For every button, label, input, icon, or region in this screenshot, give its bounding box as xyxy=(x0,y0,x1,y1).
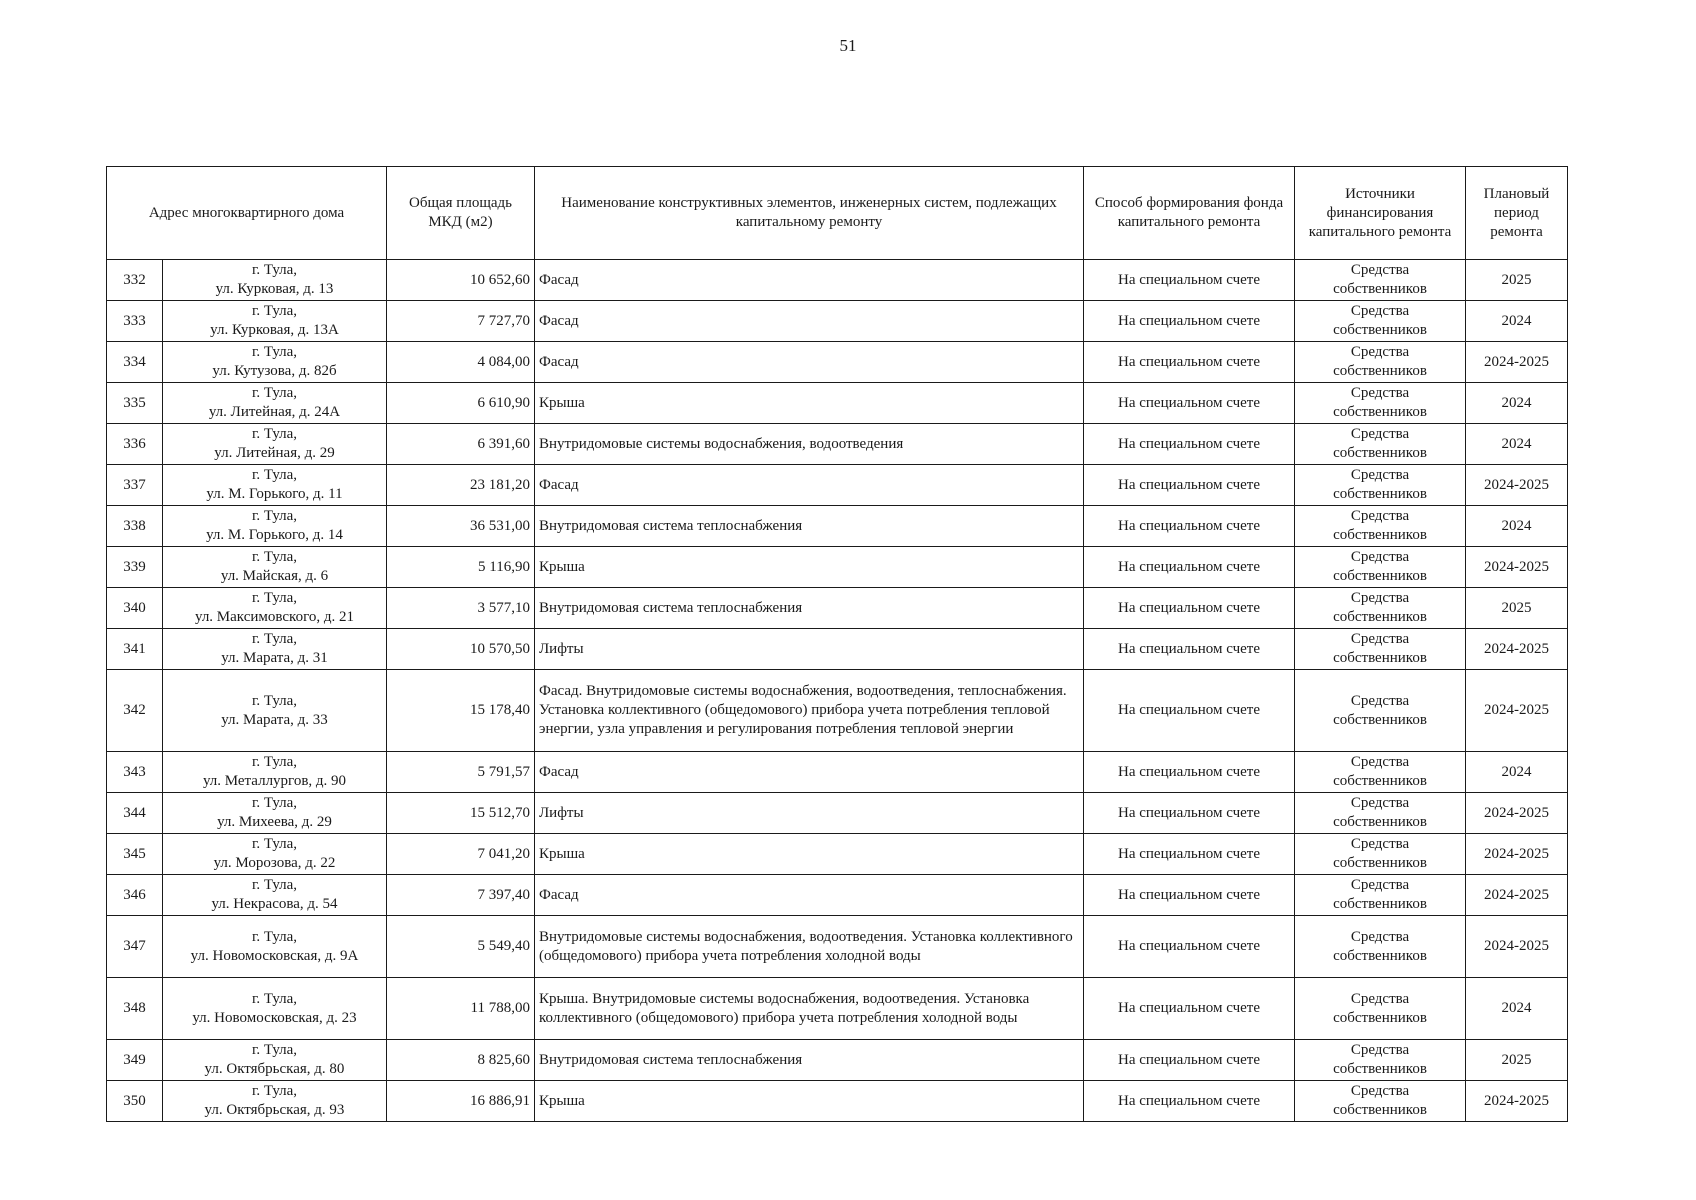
funding-source xyxy=(1295,670,1466,752)
page-number: 51 xyxy=(839,36,857,55)
fund-method: На специальном счете xyxy=(1084,301,1295,342)
funding-source xyxy=(1295,916,1466,978)
funding-source-line2: собственников xyxy=(1333,947,1427,964)
header-area: Общая площадь МКД (м2) xyxy=(387,167,535,260)
house-address xyxy=(163,875,387,916)
row-number: 347 xyxy=(107,916,163,978)
total-area: 11 788,00 xyxy=(387,978,535,1040)
house-address xyxy=(163,916,387,978)
funding-source-line1: Средства xyxy=(1350,692,1410,709)
funding-source xyxy=(1295,301,1466,342)
header-address: Адрес многоквартирного дома xyxy=(107,167,387,260)
header-period: Плановый период ремонта xyxy=(1466,167,1568,260)
row-number: 349 xyxy=(107,1040,163,1081)
fund-method: На специальном счете xyxy=(1084,793,1295,834)
repair-elements: Крыша xyxy=(535,383,1084,424)
address-street: ул. М. Горького, д. 14 xyxy=(206,527,343,543)
address-city: г. Тула, xyxy=(251,590,298,606)
house-address xyxy=(163,670,387,752)
funding-source xyxy=(1295,465,1466,506)
table-body xyxy=(107,260,1568,1122)
funding-source-line2: собственников xyxy=(1333,363,1427,379)
funding-source-line2: собственников xyxy=(1333,322,1427,338)
table-row xyxy=(107,547,1568,588)
funding-source xyxy=(1295,383,1466,424)
address-city: г. Тула, xyxy=(251,303,298,319)
address-city: г. Тула, xyxy=(251,990,298,1007)
house-address xyxy=(163,588,387,629)
fund-method: На специальном счете xyxy=(1084,629,1295,670)
total-area: 36 531,00 xyxy=(387,506,535,547)
address-city: г. Тула, xyxy=(251,1083,298,1099)
fund-method: На специальном счете xyxy=(1084,506,1295,547)
repair-elements: Фасад xyxy=(535,342,1084,383)
funding-source xyxy=(1295,978,1466,1040)
fund-method: На специальном счете xyxy=(1084,916,1295,978)
fund-method: На специальном счете xyxy=(1084,1040,1295,1081)
fund-method: На специальном счете xyxy=(1084,588,1295,629)
repair-table xyxy=(106,166,1568,1122)
funding-source-line2: собственников xyxy=(1333,855,1427,871)
total-area: 23 181,20 xyxy=(387,465,535,506)
address-city: г. Тула, xyxy=(251,631,298,647)
funding-source-line2: собственников xyxy=(1333,1061,1427,1077)
funding-source-line2: собственников xyxy=(1333,1009,1427,1026)
house-address xyxy=(163,1040,387,1081)
address-street: ул. Марата, д. 33 xyxy=(221,711,328,728)
total-area: 6 391,60 xyxy=(387,424,535,465)
address-street: ул. Литейная, д. 24А xyxy=(208,404,341,420)
house-address xyxy=(163,629,387,670)
table-row xyxy=(107,424,1568,465)
funding-source-line2: собственников xyxy=(1333,650,1427,666)
planned-period: 2024-2025 xyxy=(1466,793,1568,834)
house-address xyxy=(163,834,387,875)
header-source: Источники финансирования капитального ремонта xyxy=(1295,167,1466,260)
planned-period: 2024 xyxy=(1466,301,1568,342)
funding-source-line1: Средства xyxy=(1350,1083,1410,1099)
house-address xyxy=(163,547,387,588)
repair-elements: Внутридомовые системы водоснабжения, водоотведения xyxy=(535,424,1084,465)
planned-period: 2024 xyxy=(1466,978,1568,1040)
address-city: г. Тула, xyxy=(251,344,298,360)
row-number: 334 xyxy=(107,342,163,383)
table-row xyxy=(107,301,1568,342)
funding-source-line1: Средства xyxy=(1350,836,1410,852)
funding-source-line2: собственников xyxy=(1333,281,1427,297)
repair-elements: Внутридомовая система теплоснабжения xyxy=(535,506,1084,547)
funding-source-line2: собственников xyxy=(1333,814,1427,830)
total-area: 7 397,40 xyxy=(387,875,535,916)
planned-period: 2025 xyxy=(1466,260,1568,301)
total-area: 4 084,00 xyxy=(387,342,535,383)
funding-source-line1: Средства xyxy=(1350,795,1410,811)
address-city: г. Тула, xyxy=(251,549,298,565)
repair-elements: Фасад. Внутридомовые системы водоснабжения, водоотведения, теплоснабжения. Установка коллективного (общедомового) прибора учета потребления тепловой энергии, узла управления и регулирования потребления тепловой энергии xyxy=(535,670,1084,752)
table-row xyxy=(107,1081,1568,1122)
row-number: 345 xyxy=(107,834,163,875)
funding-source xyxy=(1295,834,1466,875)
funding-source-line2: собственников xyxy=(1333,486,1427,502)
address-city: г. Тула, xyxy=(251,928,298,945)
table-header xyxy=(107,167,1568,260)
planned-period: 2024-2025 xyxy=(1466,465,1568,506)
planned-period: 2024-2025 xyxy=(1466,670,1568,752)
funding-source-line2: собственников xyxy=(1333,445,1427,461)
funding-source-line1: Средства xyxy=(1350,990,1410,1007)
planned-period: 2024 xyxy=(1466,383,1568,424)
table-row xyxy=(107,978,1568,1040)
address-street: ул. Курковая, д. 13А xyxy=(210,322,339,338)
table-row xyxy=(107,1040,1568,1081)
fund-method: На специальном счете xyxy=(1084,670,1295,752)
funding-source-line1: Средства xyxy=(1350,508,1410,524)
table-row xyxy=(107,629,1568,670)
fund-method: На специальном счете xyxy=(1084,383,1295,424)
table-row xyxy=(107,670,1568,752)
planned-period: 2024 xyxy=(1466,752,1568,793)
address-city: г. Тула, xyxy=(251,754,298,770)
funding-source-line1: Средства xyxy=(1350,590,1410,606)
total-area: 15 178,40 xyxy=(387,670,535,752)
funding-source-line2: собственников xyxy=(1333,568,1427,584)
address-street: ул. Некрасова, д. 54 xyxy=(211,896,338,912)
address-city: г. Тула, xyxy=(251,1042,298,1058)
repair-elements: Внутридомовая система теплоснабжения xyxy=(535,1040,1084,1081)
planned-period: 2024 xyxy=(1466,424,1568,465)
row-number: 348 xyxy=(107,978,163,1040)
repair-elements: Фасад xyxy=(535,875,1084,916)
address-street: ул. Михеева, д. 29 xyxy=(217,814,332,830)
funding-source-line2: собственников xyxy=(1333,773,1427,789)
total-area: 7 727,70 xyxy=(387,301,535,342)
total-area: 10 570,50 xyxy=(387,629,535,670)
table-row xyxy=(107,260,1568,301)
funding-source-line1: Средства xyxy=(1350,549,1410,565)
row-number: 350 xyxy=(107,1081,163,1122)
repair-elements: Лифты xyxy=(535,629,1084,670)
funding-source xyxy=(1295,424,1466,465)
table-row xyxy=(107,916,1568,978)
repair-elements: Крыша xyxy=(535,834,1084,875)
row-number: 340 xyxy=(107,588,163,629)
planned-period: 2024-2025 xyxy=(1466,875,1568,916)
funding-source-line2: собственников xyxy=(1333,404,1427,420)
funding-source xyxy=(1295,506,1466,547)
address-street: ул. Майская, д. 6 xyxy=(220,568,329,584)
house-address xyxy=(163,383,387,424)
fund-method: На специальном счете xyxy=(1084,260,1295,301)
house-address xyxy=(163,506,387,547)
repair-elements: Крыша. Внутридомовые системы водоснабжения, водоотведения. Установка коллективного (общедомового) прибора учета потребления холодной воды xyxy=(535,978,1084,1040)
funding-source xyxy=(1295,875,1466,916)
table-row xyxy=(107,342,1568,383)
table-row xyxy=(107,383,1568,424)
planned-period: 2024-2025 xyxy=(1466,342,1568,383)
planned-period: 2024-2025 xyxy=(1466,834,1568,875)
address-city: г. Тула, xyxy=(251,836,298,852)
header-method: Способ формирования фонда капитального ремонта xyxy=(1084,167,1295,260)
funding-source-line2: собственников xyxy=(1333,527,1427,543)
funding-source xyxy=(1295,547,1466,588)
repair-elements: Фасад xyxy=(535,465,1084,506)
row-number: 341 xyxy=(107,629,163,670)
funding-source xyxy=(1295,752,1466,793)
row-number: 346 xyxy=(107,875,163,916)
repair-elements: Крыша xyxy=(535,1081,1084,1122)
table-row xyxy=(107,752,1568,793)
row-number: 339 xyxy=(107,547,163,588)
funding-source xyxy=(1295,260,1466,301)
address-city: г. Тула, xyxy=(251,467,298,483)
funding-source xyxy=(1295,588,1466,629)
total-area: 3 577,10 xyxy=(387,588,535,629)
total-area: 7 041,20 xyxy=(387,834,535,875)
row-number: 333 xyxy=(107,301,163,342)
address-city: г. Тула, xyxy=(251,426,298,442)
planned-period: 2025 xyxy=(1466,1040,1568,1081)
funding-source-line1: Средства xyxy=(1350,1042,1410,1058)
funding-source-line1: Средства xyxy=(1350,262,1410,278)
repair-elements: Фасад xyxy=(535,301,1084,342)
funding-source-line1: Средства xyxy=(1350,754,1410,770)
planned-period: 2024-2025 xyxy=(1466,916,1568,978)
row-number: 342 xyxy=(107,670,163,752)
funding-source-line1: Средства xyxy=(1350,344,1410,360)
repair-elements: Внутридомовые системы водоснабжения, водоотведения. Установка коллективного (общедомового) прибора учета потребления холодной воды xyxy=(535,916,1084,978)
house-address xyxy=(163,752,387,793)
funding-source-line1: Средства xyxy=(1350,631,1410,647)
funding-source-line1: Средства xyxy=(1350,928,1410,945)
funding-source xyxy=(1295,1040,1466,1081)
address-city: г. Тула, xyxy=(251,692,298,709)
row-number: 343 xyxy=(107,752,163,793)
address-street: ул. Новомосковская, д. 9А xyxy=(190,947,359,964)
repair-elements: Фасад xyxy=(535,752,1084,793)
house-address xyxy=(163,465,387,506)
total-area: 10 652,60 xyxy=(387,260,535,301)
address-street: ул. М. Горького, д. 11 xyxy=(206,486,343,502)
address-street: ул. Новомосковская, д. 23 xyxy=(192,1009,357,1026)
house-address xyxy=(163,1081,387,1122)
total-area: 5 116,90 xyxy=(387,547,535,588)
funding-source-line1: Средства xyxy=(1350,877,1410,893)
planned-period: 2024 xyxy=(1466,506,1568,547)
address-street: ул. Марата, д. 31 xyxy=(221,650,328,666)
address-city: г. Тула, xyxy=(251,385,298,401)
fund-method: На специальном счете xyxy=(1084,834,1295,875)
table-row xyxy=(107,793,1568,834)
address-city: г. Тула, xyxy=(251,508,298,524)
total-area: 5 791,57 xyxy=(387,752,535,793)
total-area: 15 512,70 xyxy=(387,793,535,834)
fund-method: На специальном счете xyxy=(1084,547,1295,588)
row-number: 335 xyxy=(107,383,163,424)
funding-source-line2: собственников xyxy=(1333,896,1427,912)
funding-source xyxy=(1295,629,1466,670)
total-area: 6 610,90 xyxy=(387,383,535,424)
funding-source-line1: Средства xyxy=(1350,385,1410,401)
total-area: 5 549,40 xyxy=(387,916,535,978)
row-number: 332 xyxy=(107,260,163,301)
fund-method: На специальном счете xyxy=(1084,465,1295,506)
planned-period: 2024-2025 xyxy=(1466,629,1568,670)
header-elements: Наименование конструктивных элементов, инженерных систем, подлежащих капитальному ремонту xyxy=(535,167,1084,260)
house-address xyxy=(163,978,387,1040)
funding-source-line1: Средства xyxy=(1350,303,1410,319)
house-address xyxy=(163,260,387,301)
address-street: ул. Максимовского, д. 21 xyxy=(194,609,354,625)
house-address xyxy=(163,793,387,834)
fund-method: На специальном счете xyxy=(1084,424,1295,465)
house-address xyxy=(163,301,387,342)
planned-period: 2025 xyxy=(1466,588,1568,629)
table-row xyxy=(107,834,1568,875)
house-address xyxy=(163,424,387,465)
planned-period: 2024-2025 xyxy=(1466,1081,1568,1122)
address-street: ул. Морозова, д. 22 xyxy=(213,855,336,871)
total-area: 16 886,91 xyxy=(387,1081,535,1122)
table-row xyxy=(107,465,1568,506)
address-city: г. Тула, xyxy=(251,262,298,278)
planned-period: 2024-2025 xyxy=(1466,547,1568,588)
funding-source-line1: Средства xyxy=(1350,426,1410,442)
house-address xyxy=(163,342,387,383)
repair-elements: Внутридомовая система теплоснабжения xyxy=(535,588,1084,629)
table-row xyxy=(107,588,1568,629)
row-number: 337 xyxy=(107,465,163,506)
repair-elements: Лифты xyxy=(535,793,1084,834)
address-street: ул. Октябрьская, д. 93 xyxy=(204,1102,345,1118)
funding-source-line2: собственников xyxy=(1333,1102,1427,1118)
address-city: г. Тула, xyxy=(251,877,298,893)
funding-source xyxy=(1295,342,1466,383)
funding-source-line2: собственников xyxy=(1333,711,1427,728)
funding-source xyxy=(1295,793,1466,834)
row-number: 338 xyxy=(107,506,163,547)
address-street: ул. Литейная, д. 29 xyxy=(214,445,335,461)
row-number: 336 xyxy=(107,424,163,465)
address-city: г. Тула, xyxy=(251,795,298,811)
repair-elements: Крыша xyxy=(535,547,1084,588)
total-area: 8 825,60 xyxy=(387,1040,535,1081)
funding-source xyxy=(1295,1081,1466,1122)
row-number: 344 xyxy=(107,793,163,834)
table-row xyxy=(107,875,1568,916)
address-street: ул. Кутузова, д. 82б xyxy=(212,363,337,379)
fund-method: На специальном счете xyxy=(1084,342,1295,383)
funding-source-line2: собственников xyxy=(1333,609,1427,625)
address-street: ул. Октябрьская, д. 80 xyxy=(204,1061,345,1077)
funding-source-line1: Средства xyxy=(1350,467,1410,483)
table-row xyxy=(107,506,1568,547)
fund-method: На специальном счете xyxy=(1084,1081,1295,1122)
fund-method: На специальном счете xyxy=(1084,875,1295,916)
fund-method: На специальном счете xyxy=(1084,978,1295,1040)
repair-elements: Фасад xyxy=(535,260,1084,301)
address-street: ул. Металлургов, д. 90 xyxy=(202,773,347,789)
address-street: ул. Курковая, д. 13 xyxy=(215,281,334,297)
fund-method: На специальном счете xyxy=(1084,752,1295,793)
